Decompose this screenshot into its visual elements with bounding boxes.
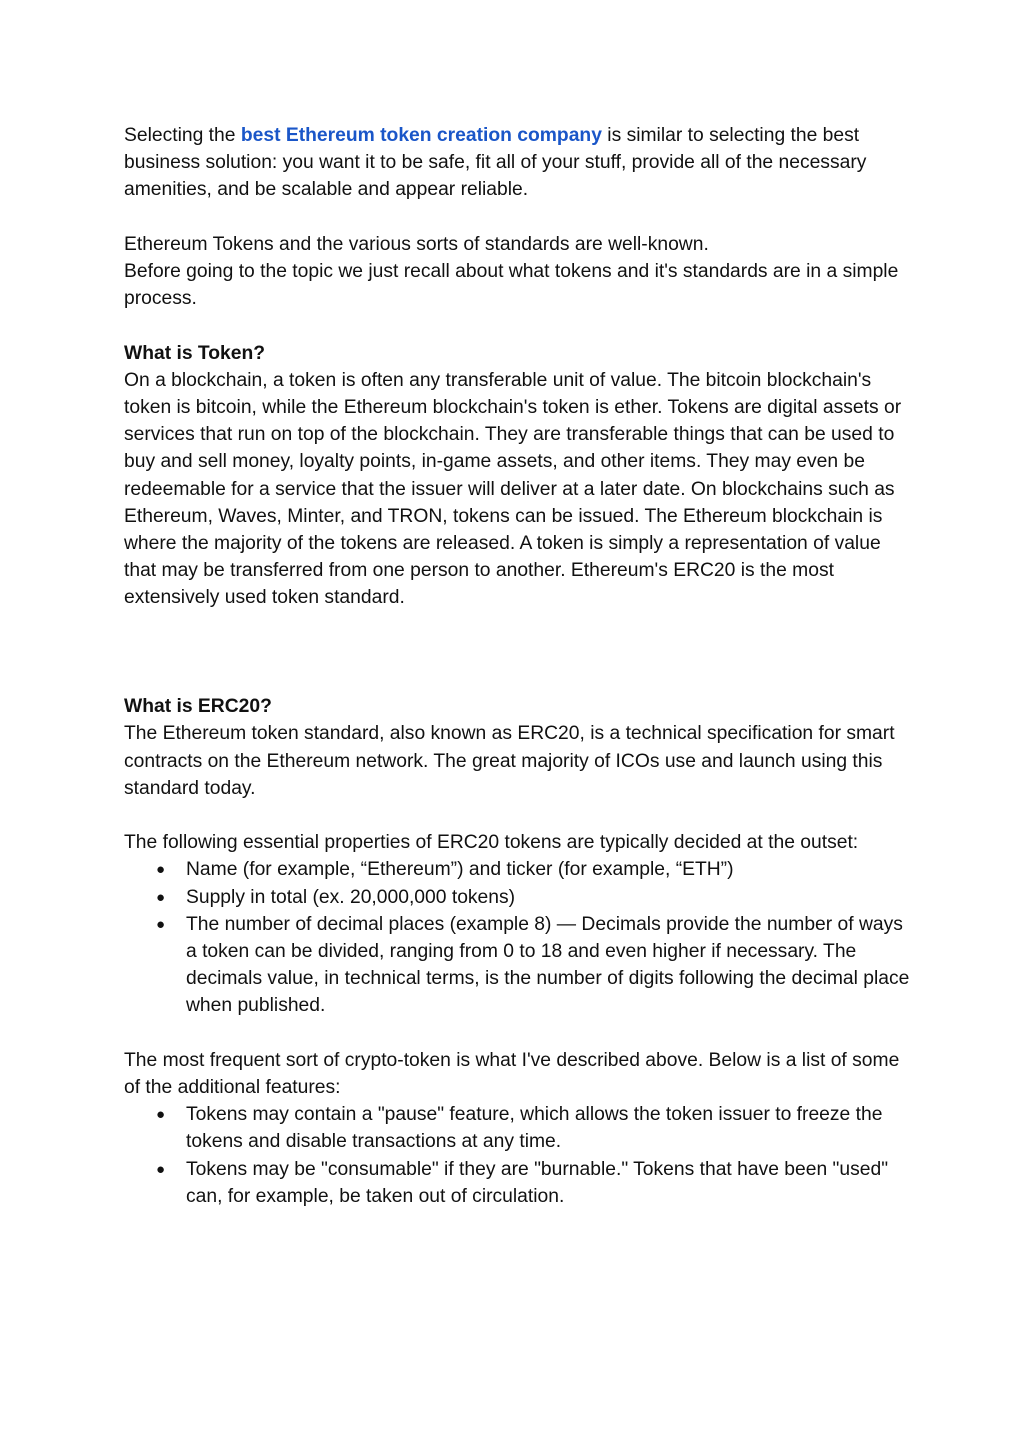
bullet-icon: ● <box>156 861 166 879</box>
erc20-heading: What is ERC20? <box>124 696 272 718</box>
bullet-icon: ● <box>156 915 166 933</box>
standards-line-1: Ethereum Tokens and the various sorts of standards are well-known. <box>124 233 709 255</box>
intro-paragraph <box>124 122 914 204</box>
bullet-icon: ● <box>156 1160 166 1178</box>
intro-after-link: is similar to selecting the best business solution: you want it to be safe, fit all of your stuff, provide all of the necessary amenities, and be scalable and appear reliable. <box>124 125 867 201</box>
erc20-body: The Ethereum token standard, also known as ERC20, is a technical specification for smart contracts on the Ethereum network. The great majority of ICOs use and launch using this standard today. <box>124 723 895 799</box>
intro-before-link: Selecting the <box>124 125 241 146</box>
list-item: ● Supply in total (ex. 20,000,000 tokens) <box>124 884 914 911</box>
features-list <box>124 1101 914 1210</box>
list-item: ● Tokens may contain a "pause" feature, which allows the token issuer to freeze the tokens and disable transactions at any time. <box>124 1101 914 1155</box>
company-link[interactable]: best Ethereum token creation company <box>240 125 602 146</box>
bullet-icon: ● <box>156 1106 166 1124</box>
list-item: ● Tokens may be "consumable" if they are "burnable." Tokens that have been "used" can, for example, be taken out of circulation. <box>124 1156 914 1210</box>
document-page <box>124 122 914 1210</box>
features-intro: The most frequent sort of crypto-token is what I've described above. Below is a list of some of the additional features: <box>124 1049 900 1099</box>
list-item: ● The number of decimal places (example 8) — Decimals provide the number of ways a token can be divided, ranging from 0 to 18 and even higher if necessary. The decimals value, in technical terms, is the number of digits following the decimal place when published. <box>124 911 914 1020</box>
list-item: ● Name (for example, “Ethereum”) and ticker (for example, “ETH”) <box>124 856 914 883</box>
properties-list <box>124 856 914 1019</box>
bullet-icon: ● <box>156 888 166 906</box>
token-body: On a blockchain, a token is often any transferable unit of value. The bitcoin blockchain's token is bitcoin, while the Ethereum blockchain's token is ether. Tokens are digital assets or services that run on top of the blockchain. They are transferable things that can be used to buy and sell money, loyalty points, in-game assets, and other items. They may even be redeemable for a service that the issuer will deliver at a later date. On blockchains such as Ethereum, Waves, Minter, and TRON, tokens can be issued. The Ethereum blockchain is where the majority of the tokens are released. A token is simply a representation of value that may be transferred from one person to another. Ethereum's ERC20 is the most extensively used token standard. <box>124 369 902 609</box>
standards-line-2: Before going to the topic we just recall about what tokens and it's standards are in a simple process. <box>124 261 899 310</box>
token-heading: What is Token? <box>124 342 266 364</box>
properties-intro: The following essential properties of ERC20 tokens are typically decided at the outset: <box>124 832 859 854</box>
